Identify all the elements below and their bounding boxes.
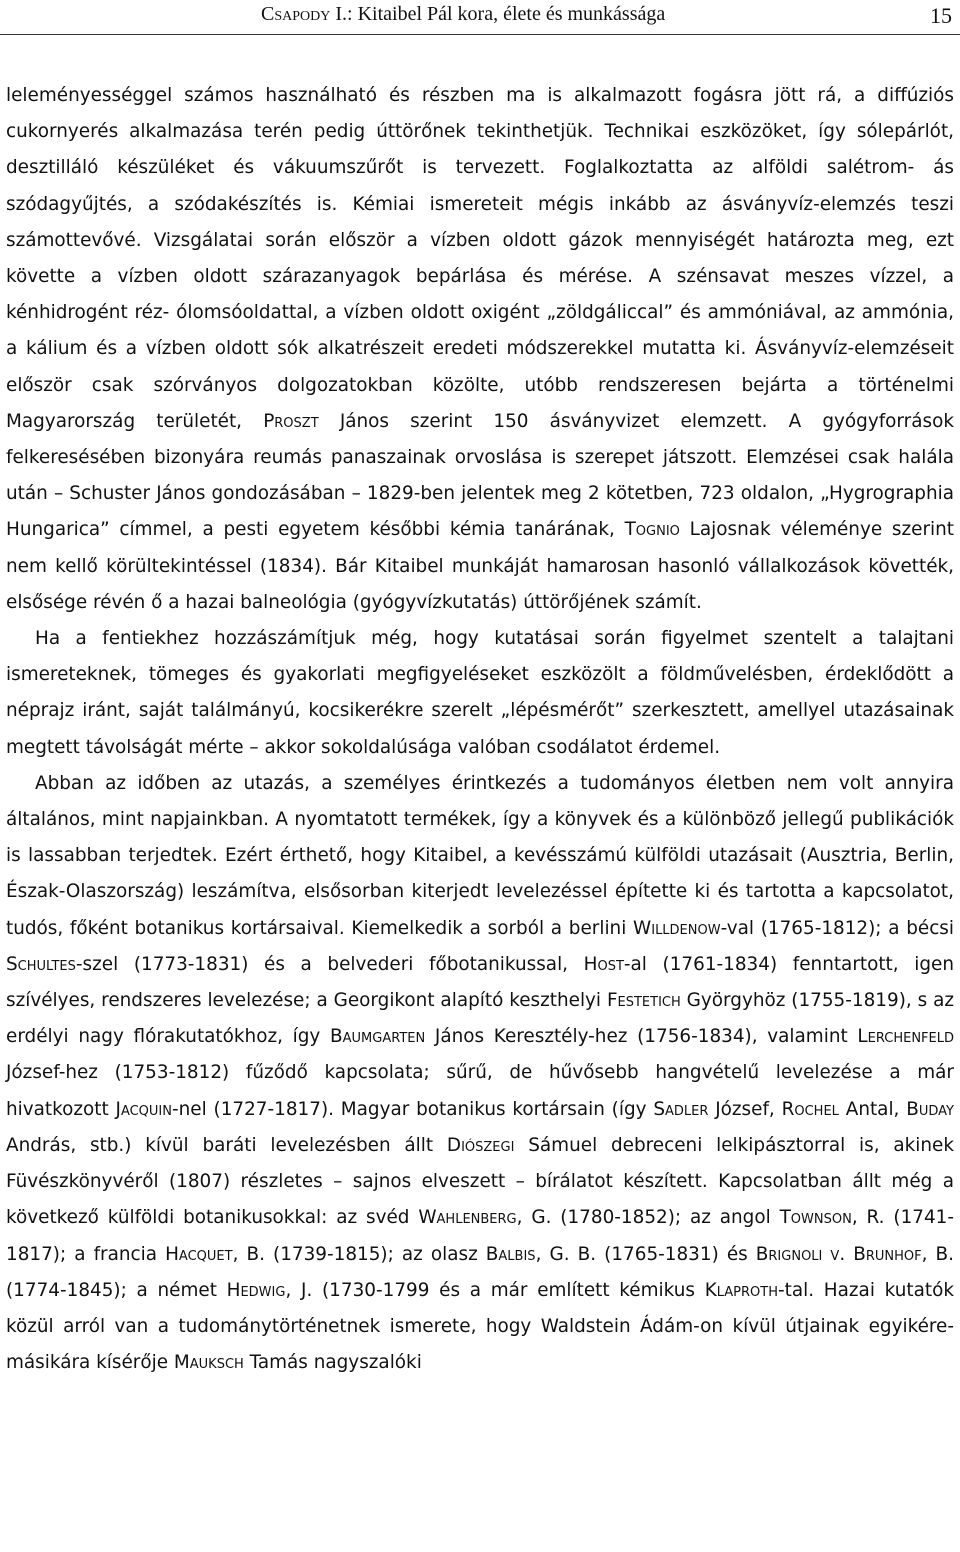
body-text — [6, 78, 954, 1381]
text-run: Antal, — [838, 1098, 907, 1120]
text-run: , B. (1774-1845); a német — [6, 1243, 954, 1301]
text-run: Tamás nagyszalóki — [243, 1352, 422, 1374]
text-run: József, — [708, 1098, 782, 1120]
text-run: , G. (1780-1852); az angol — [516, 1207, 780, 1229]
text-run: Sámuel debreceni lelkipásztorral is, akinek Füvészkönyvéről (1807) részletes – sajnos elveszett – bírálatot készített. Kapcsolatban állt még a következő külföldi botanikusokkal: az svéd — [6, 1134, 955, 1229]
running-header — [0, 0, 960, 35]
author-name: Csapody — [261, 3, 331, 25]
paragraph — [6, 621, 954, 766]
text-run: -al (1761-1834) fenntartott, igen szívélyes, rendszeres levelezése; a Georgikont alapító keszthelyi — [6, 953, 954, 1012]
small-caps-name: Tognio — [624, 519, 680, 541]
small-caps-name: Lerchenfeld — [857, 1026, 954, 1048]
text-run: , G. B. (1765-1831) és — [535, 1243, 756, 1265]
text-run: , J. (1730-1799 és a már említett kémikus — [285, 1279, 705, 1301]
small-caps-name: Festetich — [606, 990, 681, 1012]
page-number: 15 — [930, 3, 952, 28]
text-run: János Keresztély-hez (1756-1834), valamint — [425, 1026, 858, 1048]
text-run: -tal. Hazai kutatók közül arról van a tudománytörténetnek ismerete, hogy Waldstein Ádám-on kívül útjainak egyikére-másikára kísérője — [6, 1279, 954, 1374]
text-run: leleményességgel számos használható és részben ma is alkalmazott fogásra jött rá, a diffúziós cukornyerés alkalmazása terén pedig úttörőnek tekinthetjük. Technikai eszközöket, így sólepárlót, desztilláló készüléket és vákuumszűrőt is tervezett. Foglalkoztatta az alföldi salétrom- ás szódagyűjtés, a szódakészítés is. Kémiai ismereteit mégis inkább az ásványvíz-elemzés teszi számottevővé. Vizsgálatai során először a vízben oldott gázok mennyiségét határozta meg, ezt követte a vízben oldott szárazanyagok bepárlása és mérése. A szénsavat meszes vízzel, a kénhidrogént réz- ólomsóoldattal, a vízben oldott oxigént „zöldgáliccal” és ammóniával, az ammónia, a kálium és a vízben oldott sók alkatrészeit eredeti módszerekkel mutatta ki. Ásványvíz-elemzéseit először csak szórványos dolgozatokban közölte, utóbb rendszeresen bejárta a történelmi Magyarország területét, — [6, 85, 954, 432]
running-title — [261, 3, 665, 26]
small-caps-name: Jacquin — [115, 1098, 172, 1120]
small-caps-name: Balbis — [485, 1243, 536, 1265]
small-caps-name: Schultes — [6, 953, 76, 975]
small-caps-name: Hedwig — [226, 1279, 286, 1301]
small-caps-name: Diószegi — [446, 1134, 515, 1156]
small-caps-name: Klaproth — [704, 1279, 779, 1301]
text-run: Abban az időben az utazás, a személyes érintkezés a tudományos életben nem volt annyira általános, mint napjainkban. A nyomtatott termékek, így a könyvek és a különböző jellegű publikációk is lassabban terjedtek. Ezért érthető, hogy Kitaibel, a kevésszámú külföldi utazásait (Ausztria, Berlin, Észak-Olaszország) leszámítva, elsősorban kiterjedt levelezéssel építette ki és tartotta a kapcsolatot, tudós, főként botanikus kortársaival. Kiemelkedik a sorból a berlini — [6, 772, 954, 939]
small-caps-name: Buday — [906, 1098, 954, 1120]
small-caps-name: Mauksch — [173, 1352, 244, 1374]
small-caps-name: Rochel — [781, 1098, 839, 1120]
text-run: -val (1765-1812); a bécsi — [720, 917, 954, 939]
text-run: -szel (1773-1831) és a belvederi főbotanikussal, — [75, 953, 584, 975]
text-run: József-hez (1753-1812) fűződő kapcsolata; sűrű, de hűvősebb hangvételű levelezése a már hivatkozott — [6, 1062, 954, 1120]
paragraph — [6, 766, 954, 1381]
small-caps-name: Hacquet — [165, 1243, 233, 1265]
book-title: I.: Kitaibel Pál kora, élete és munkássága — [330, 3, 666, 25]
small-caps-name: Proszt — [263, 410, 319, 432]
text-run: -nel (1727-1817). Magyar botanikus kortársain (így — [172, 1098, 654, 1120]
small-caps-name: Sadler — [653, 1098, 709, 1120]
small-caps-name: Brignoli v. Brunhof — [755, 1243, 922, 1265]
small-caps-name: Host — [583, 953, 624, 975]
text-run: , B. (1739-1815); az olasz — [232, 1243, 486, 1265]
text-run: , R. (1741-1817); a francia — [6, 1207, 955, 1265]
text-run: Ha a fentiekhez hozzászámítjuk még, hogy kutatásai során figyelmet szentelt a talajtani ismereteknek, tömeges és gyakorlati megfigyeléseket eszközölt a földművelésben, érdeklődött a néprajz iránt, saját találmányú, kocsikerékre szerelt „lépésmérőt” szerkesztett, amellyel utazásainak megtett távolságát mérte – akkor sokoldalúsága valóban csodálatot érdemel. — [6, 628, 954, 758]
text-run: Lajosnak véleménye szerint nem kellő körültekintéssel (1834). Bár Kitaibel munkáját hamarosan hasonló vállalkozások követték, elsősége révén ő a hazai balneológia (gyógyvízkutatás) úttörőjének számít. — [6, 519, 954, 613]
small-caps-name: Townson — [779, 1207, 852, 1229]
text-run: András, stb.) kívül baráti levelezésben állt — [6, 1134, 447, 1156]
text-run: Györgyhöz (1755-1819), s az erdélyi nagy flórakutatókhoz, így — [6, 990, 954, 1048]
text-run: János szerint 150 ásványvizet elemzett. A gyógyforrások felkeresésében bizonyára reumás panaszainak orvoslása is szerepet játszott. Elemzései csak halála után – Schuster János gondozásában – 1829-ben jelentek meg 2 kötetben, 723 oldalon, „Hygrographia Hungarica” címmel, a pesti egyetem későbbi kémia tanárának, — [6, 410, 954, 541]
small-caps-name: Baumgarten — [330, 1026, 426, 1048]
small-caps-name: Willdenow — [633, 917, 721, 939]
paragraph — [6, 78, 954, 621]
small-caps-name: Wahlenberg — [418, 1207, 517, 1229]
